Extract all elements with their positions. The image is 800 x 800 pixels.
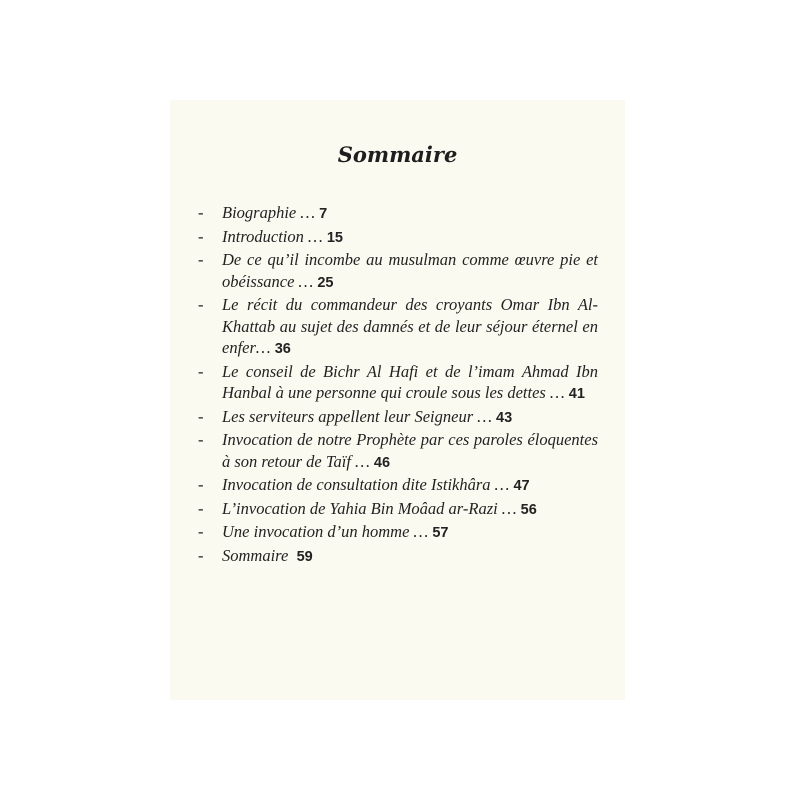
toc-page-number: 15 [326, 229, 343, 246]
toc-page-number: 56 [520, 501, 537, 518]
bullet-dash: - [198, 226, 204, 246]
bullet-dash: - [198, 295, 204, 314]
toc-page-number: 59 [296, 548, 313, 565]
toc-page-number: 36 [274, 341, 291, 357]
toc-entry-text [222, 406, 598, 430]
toc-page-number: 25 [317, 274, 334, 291]
bullet-dash: - [198, 545, 204, 565]
toc-page-number: 47 [513, 478, 530, 494]
toc-entry-text [222, 249, 598, 294]
toc-entry-title: Le récit du commandeur des croyants Omar Ibn Al-Khattab au sujet des damnés et de leur séjour éternel en enfer… [222, 295, 598, 357]
toc-page-number: 46 [373, 454, 391, 471]
toc-entry-title: Une invocation d’un homme … [222, 522, 429, 541]
toc-entry-title: Introduction … [222, 226, 323, 246]
toc-entry [198, 474, 598, 498]
toc-page-number: 7 [319, 206, 328, 222]
toc-entry-text [222, 361, 598, 406]
toc-entry [198, 429, 598, 474]
book-page [170, 100, 625, 700]
toc-page-number: 43 [496, 409, 513, 426]
page-title: Sommaire [337, 142, 458, 167]
toc-entry [198, 406, 598, 430]
bullet-dash: - [198, 250, 204, 269]
toc-entry-text [222, 294, 598, 361]
toc-entry [198, 226, 598, 250]
bullet-dash: - [198, 522, 204, 541]
toc-entry-title: Sommaire [222, 545, 289, 565]
toc-entry [198, 498, 598, 522]
bullet-dash: - [198, 203, 204, 222]
toc-entry-text [222, 202, 598, 226]
table-of-contents [198, 202, 598, 568]
toc-entry-text [222, 521, 598, 545]
toc-entry-text [222, 545, 598, 569]
toc-entry-title: Invocation de consultation dite Istikhâra … [222, 475, 510, 494]
toc-page-number: 57 [432, 525, 449, 541]
bullet-dash: - [198, 498, 204, 518]
toc-entry [198, 202, 598, 226]
toc-entry [198, 249, 598, 294]
toc-entry-title: Biographie … [222, 203, 316, 222]
toc-entry [198, 545, 598, 569]
bullet-dash: - [198, 430, 204, 449]
toc-entry-title: Les serviteurs appellent leur Seigneur … [222, 406, 492, 426]
toc-entry-title: Invocation de notre Prophète par ces paroles éloquentes à son retour de Taïf … [222, 430, 598, 471]
bullet-dash: - [198, 406, 204, 426]
toc-entry-title: De ce qu’il incombe au musulman comme œuvre pie et obéissance … [222, 250, 598, 291]
toc-entry [198, 521, 598, 545]
bullet-dash: - [198, 475, 204, 494]
toc-entry-text [222, 498, 598, 522]
toc-entry-text [222, 226, 598, 250]
toc-entry [198, 294, 598, 361]
toc-entry-text [222, 429, 598, 474]
toc-entry [198, 361, 598, 406]
bullet-dash: - [198, 361, 204, 381]
toc-page-number: 41 [568, 386, 585, 402]
toc-entry-title: L’invocation de Yahia Bin Moâad ar-Razi … [222, 498, 517, 518]
toc-entry-title: Le conseil de Bichr Al Hafi et de l’imam Ahmad Ibn Hanbal à une personne qui croule sous les dettes … [222, 361, 598, 402]
toc-entry-text [222, 474, 598, 498]
